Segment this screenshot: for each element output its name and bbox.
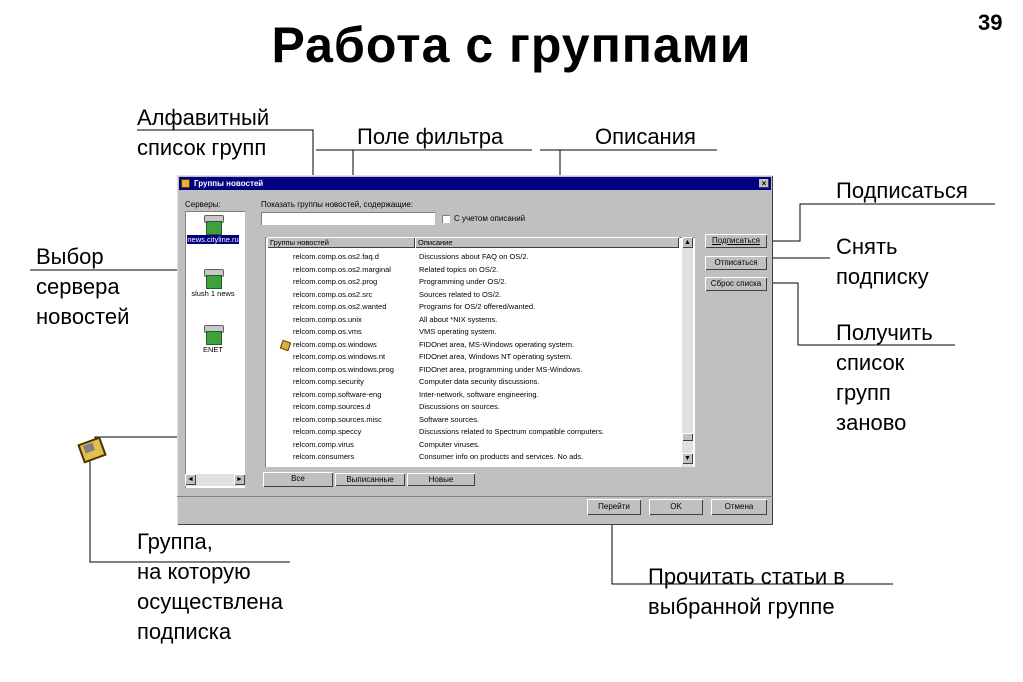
unsubscribe-button[interactable]: Отписаться <box>705 256 767 270</box>
goto-button[interactable]: Перейти <box>587 499 641 515</box>
table-row[interactable] <box>267 414 681 427</box>
server-label: slush 1 news <box>191 289 235 298</box>
scroll-up-button[interactable]: ▲ <box>682 237 693 248</box>
table-row[interactable] <box>267 401 681 414</box>
group-name: relcom.consumers <box>293 452 355 461</box>
scroll-down-button[interactable]: ▼ <box>682 453 693 464</box>
ok-button[interactable]: OK <box>649 499 703 515</box>
group-description: Computer data security discussions. <box>419 377 540 386</box>
callout-alphabetical: Алфавитный список групп <box>137 105 270 160</box>
scroll-thumb[interactable] <box>682 433 693 441</box>
divider <box>177 496 773 497</box>
server-icon <box>202 269 224 287</box>
group-description: Inter-network, software engineering. <box>419 389 539 399</box>
scroll-left-button[interactable]: ◄ <box>185 474 196 485</box>
table-row[interactable] <box>267 376 681 389</box>
group-description: Software sources. <box>419 414 480 424</box>
server-item[interactable] <box>185 269 241 298</box>
reset-list-button[interactable]: Сброс списка <box>705 277 767 291</box>
servers-list[interactable] <box>185 211 245 488</box>
server-icon <box>202 215 224 233</box>
group-name: relcom.comp.os.windows <box>293 339 377 349</box>
scroll-right-button[interactable]: ► <box>234 474 245 485</box>
table-row[interactable] <box>267 289 681 302</box>
subscribe-button[interactable]: Подписаться <box>705 234 767 248</box>
group-description: Sources related to OS/2. <box>419 289 502 299</box>
close-icon[interactable]: × <box>759 179 769 188</box>
table-row[interactable] <box>267 314 681 327</box>
with-descriptions-label: С учетом описаний <box>454 214 526 223</box>
slide-number: 39 <box>978 10 1003 35</box>
subscribed-icon <box>280 339 292 351</box>
group-description: Discussions on sources. <box>419 402 500 411</box>
group-name: relcom.comp.speccy <box>293 427 362 436</box>
group-name: relcom.comp.virus <box>293 439 354 449</box>
groups-rows <box>267 251 681 465</box>
callout-unsubscribe: Снять подписку <box>836 234 929 289</box>
callout-refresh: Получить список групп заново <box>836 320 933 435</box>
table-row[interactable] <box>267 426 681 439</box>
filter-input[interactable] <box>261 212 435 225</box>
callout-read-articles: Прочитать статьи в выбранной группе <box>648 564 845 619</box>
newsgroups-dialog <box>177 175 773 525</box>
column-header-groups[interactable]: Группы новостей <box>267 237 415 248</box>
group-description: Discussions related to Spectrum compatible computers. <box>419 427 605 436</box>
server-label: news.cityline.ru <box>187 235 239 244</box>
callout-filter: Поле фильтра <box>357 124 504 149</box>
callout-server-choice: Выбор сервера новостей <box>36 244 130 329</box>
group-name: relcom.comp.os.os2.faq.d <box>293 252 379 261</box>
group-description: FIDOnet area, programming under MS-Windows. <box>419 364 583 374</box>
dialog-title: Группы новостей <box>194 179 264 188</box>
callout-subscribed-group: Группа, на которую осуществлена подписка <box>137 529 284 644</box>
cancel-button[interactable]: Отмена <box>711 499 767 515</box>
table-row[interactable] <box>267 301 681 314</box>
group-description: Programming under OS/2. <box>419 277 507 286</box>
group-name: relcom.comp.os.vms <box>293 327 362 336</box>
group-name: relcom.comp.sources.misc <box>293 414 382 424</box>
group-name: relcom.comp.os.os2.prog <box>293 277 378 286</box>
tab-new[interactable]: Новые <box>407 473 475 486</box>
group-description: All about *NIX systems. <box>419 314 498 324</box>
groups-table[interactable] <box>265 237 695 467</box>
server-item[interactable] <box>185 215 241 244</box>
callout-subscribe: Подписаться <box>836 178 968 203</box>
newsgroups-icon <box>181 179 190 188</box>
slide-title: Работа с группами <box>271 17 752 73</box>
table-row[interactable] <box>267 264 681 277</box>
column-header-description[interactable]: Описание <box>415 237 679 248</box>
server-item[interactable] <box>185 325 241 354</box>
group-name: relcom.comp.security <box>293 377 364 386</box>
table-row[interactable] <box>267 439 681 452</box>
table-row[interactable] <box>267 351 681 364</box>
group-name: relcom.comp.os.windows.prog <box>293 364 394 374</box>
group-description: FIDOnet area, Windows NT operating system. <box>419 352 573 361</box>
group-name: relcom.comp.os.os2.src <box>293 289 373 299</box>
dialog-titlebar <box>179 177 771 190</box>
tab-all[interactable]: Все <box>263 472 333 487</box>
table-row[interactable] <box>267 251 681 264</box>
table-row[interactable] <box>267 389 681 402</box>
servers-label: Серверы: <box>185 200 221 209</box>
table-row[interactable] <box>267 339 681 352</box>
subscribed-group-icon <box>76 434 106 464</box>
group-name: relcom.comp.software-eng <box>293 389 382 399</box>
server-icon <box>202 325 224 343</box>
groups-vscroll[interactable] <box>682 237 693 467</box>
table-row[interactable] <box>267 326 681 339</box>
server-label: ENET <box>202 345 223 354</box>
callout-descriptions: Описания <box>595 124 696 149</box>
table-row[interactable] <box>267 364 681 377</box>
group-description: Programs for OS/2 offered/wanted. <box>419 302 536 311</box>
tab-subscribed[interactable]: Выписанные <box>335 473 405 486</box>
group-description: Discussions about FAQ on OS/2. <box>419 252 529 261</box>
group-description: Consumer info on products and services. No ads. <box>419 452 584 461</box>
group-name: relcom.comp.sources.d <box>293 402 371 411</box>
with-descriptions-checkbox[interactable] <box>442 215 450 223</box>
group-description: Related topics on OS/2. <box>419 264 499 274</box>
group-description: FIDOnet area, MS-Windows operating system. <box>419 339 575 349</box>
filter-label: Показать группы новостей, содержащие: <box>261 200 414 209</box>
group-name: relcom.comp.os.os2.wanted <box>293 302 387 311</box>
group-description: Computer viruses. <box>419 439 480 449</box>
table-row[interactable] <box>267 276 681 289</box>
group-name: relcom.comp.os.windows.nt <box>293 352 386 361</box>
servers-hscroll[interactable] <box>185 474 245 486</box>
group-description: VMS operating system. <box>419 327 497 336</box>
group-name: relcom.comp.os.os2.marginal <box>293 264 391 274</box>
table-row[interactable] <box>267 451 681 464</box>
group-name: relcom.comp.os.unix <box>293 314 362 324</box>
